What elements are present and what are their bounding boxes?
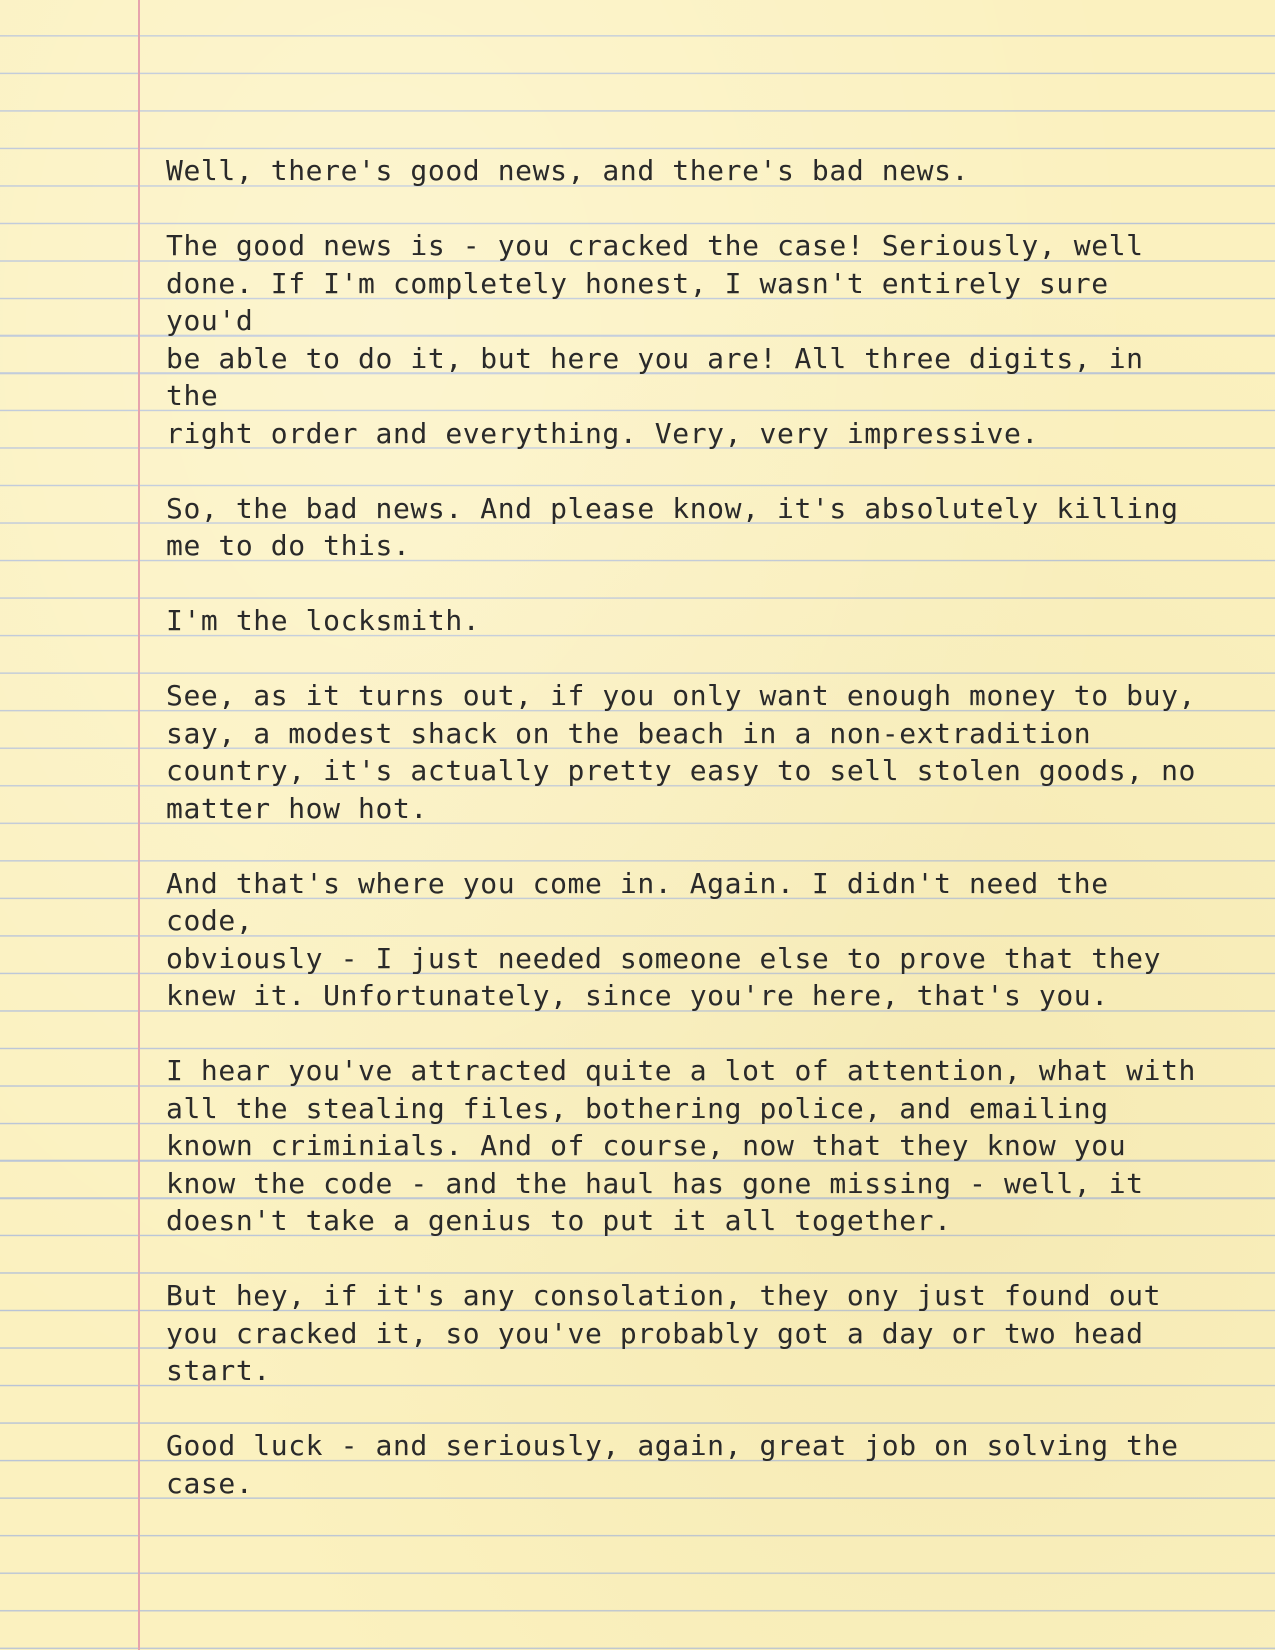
paragraph-cracked-case: The good news is - you cracked the case! Seriously, well done. If I'm completely honest, I wasn't entirely sure you'd be able to do it, but here you are! All three digits, in the right order and everything. Very, very impressive. (166, 229, 1144, 450)
paragraph-where-you-come-in: And that's where you come in. Again. I didn't need the code, obviously - I just needed someone else to prove that they knew it. Unfortunately, since you're here, that's you. (166, 866, 1162, 1012)
margin-line (138, 0, 140, 1650)
paragraph-stolen-goods: See, as it turns out, if you only want enough money to buy, say, a modest shack on the beach in a non-extradition country, it's actually pretty easy to sell stolen goods, no matter how hot. (166, 679, 1196, 825)
paragraph-good-bad-news: Well, there's good news, and there's bad news. (166, 154, 970, 187)
letter-body (166, 152, 1206, 1540)
paragraph-good-luck: Good luck - and seriously, again, great job on solving the case. (166, 1429, 1179, 1500)
paragraph-attention: I hear you've attracted quite a lot of attention, what with all the stealing files, bothering police, and emailing known criminials. And of course, now that they know you know the code - and the haul has gone missing - well, it doesn't take a genius to put it all together. (166, 1054, 1196, 1237)
paragraph-consolation: But hey, if it's any consolation, they ony just found out you cracked it, so you've probably got a day or two head start. (166, 1279, 1162, 1387)
paragraph-locksmith: I'm the locksmith. (166, 604, 481, 637)
paragraph-bad-news: So, the bad news. And please know, it's absolutely killing me to do this. (166, 491, 1179, 562)
